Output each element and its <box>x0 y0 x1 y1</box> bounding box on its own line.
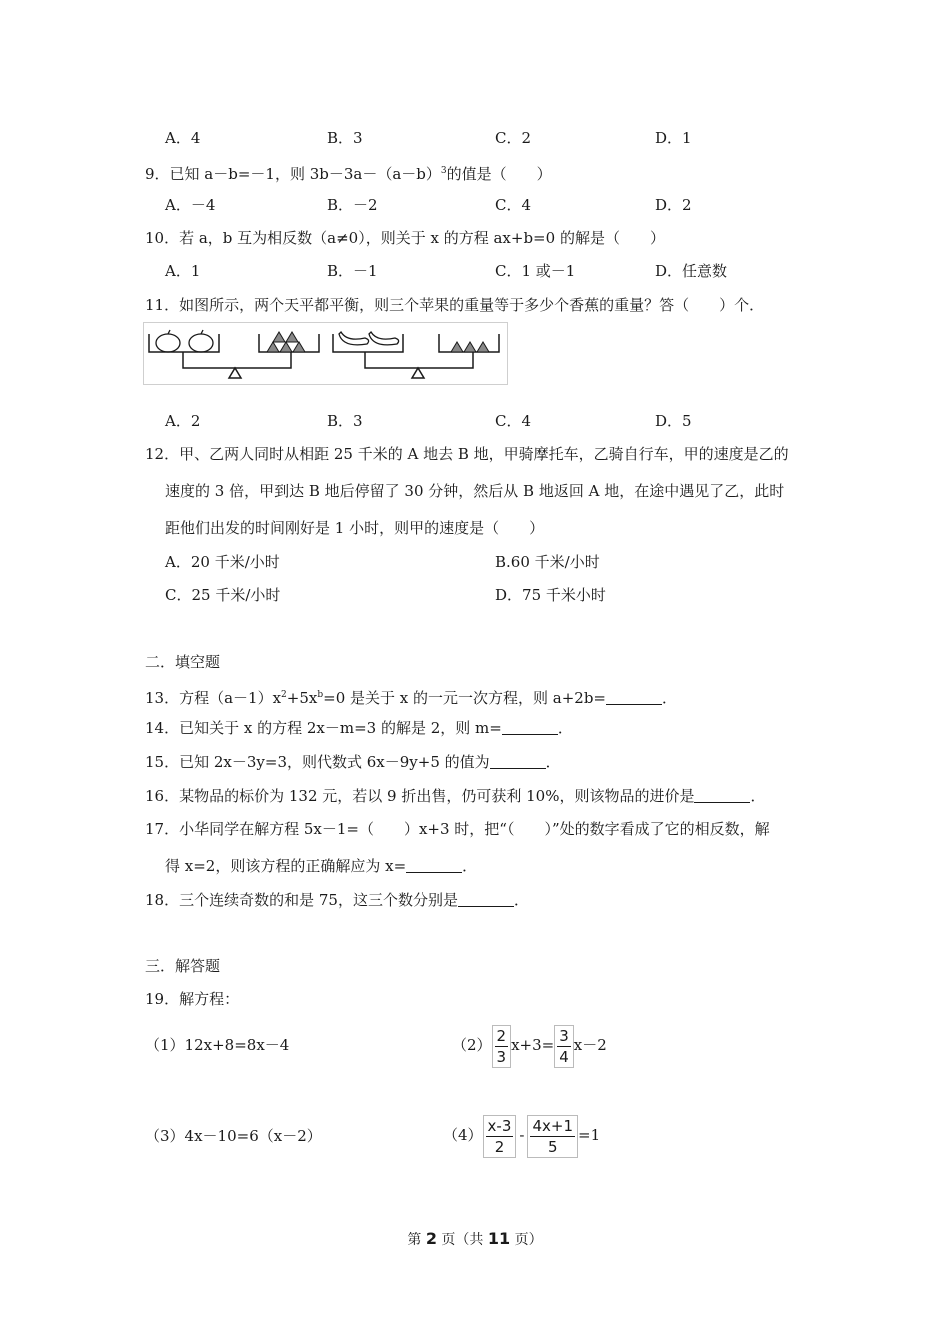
q10-option-a: A．1 <box>165 262 201 280</box>
scale-right <box>333 334 499 378</box>
question-12-line-2: 速度的 3 倍，甲到达 B 地后停留了 30 分钟，然后从 B 地返回 A 地，在途中遇见了乙，此时 <box>165 482 785 500</box>
banana-icon <box>339 332 399 345</box>
total-pages: 11 <box>487 1229 511 1248</box>
answer-blank[interactable] <box>694 788 750 803</box>
q8-option-a: A．4 <box>165 129 201 147</box>
q12-option-d: D．75 千米小时 <box>495 586 606 604</box>
q12-option-b: B.60 千米/小时 <box>495 553 600 571</box>
question-13: 13．方程$(a-1)x^2+5x^b=0$ 是关于 x 的一元一次方程，则 a+2b= ． <box>145 689 678 707</box>
fraction: $\frac{3}{4}$ <box>554 1025 574 1068</box>
triangle-weight-icon <box>451 342 489 352</box>
question-15: 15．已知 2x－3y=3，则代数式 6x－9y+5 的值为 ． <box>145 753 561 771</box>
question-11: 11．如图所示，两个天平都平衡，则三个苹果的重量等于多少个香蕉的重量？答（ ）个． <box>145 296 765 314</box>
q8-option-d: D．1 <box>655 129 692 147</box>
question-16: 16．某物品的标价为 132 元，若以 9 折出售，仍可获利 10%，则该物品的进价是 ． <box>145 787 766 805</box>
answer-blank[interactable] <box>502 720 558 735</box>
q10-option-c: C．1 或－1 <box>495 262 576 280</box>
q10-option-b: B．－1 <box>327 262 378 280</box>
page-number: 2 <box>425 1229 437 1248</box>
q9-option-b: B．－2 <box>327 196 378 214</box>
equation-3: （3）4x－10=6（x－2） <box>145 1127 322 1145</box>
section-heading-solve: 三．解答题 <box>145 957 221 975</box>
q9-option-d: D．2 <box>655 196 692 214</box>
answer-blank[interactable] <box>490 754 546 769</box>
answer-blank[interactable] <box>458 892 514 907</box>
q12-option-a: A．20 千米/小时 <box>165 553 280 571</box>
section-heading-fill-in: 二．填空题 <box>145 653 221 671</box>
fraction: $\frac{2}{3}$ <box>492 1025 512 1068</box>
equation-4: （4） $\frac{x-3}{2}$ - $\frac{4x+1}{5}$ =1 <box>443 1116 601 1156</box>
figure-frame <box>144 323 508 385</box>
q12-option-c: C．25 千米/小时 <box>165 586 281 604</box>
question-17-line-1: 17．小华同学在解方程 5x－1=（ ）x+3 时，把“（ ）”处的数字看成了它的相反数，解 <box>145 820 770 838</box>
apple-icon <box>156 330 213 352</box>
q8-option-b: B．3 <box>327 129 363 147</box>
question-12-line-1: 12．甲、乙两人同时从相距 25 千米的 A 地去 B 地，甲骑摩托车，乙骑自行车，甲的速度是乙的 <box>145 445 789 463</box>
fraction: $\frac{4x+1}{5}$ <box>527 1115 578 1158</box>
q8-option-c: C．2 <box>495 129 532 147</box>
equation-2: （2） $\frac{2}{3}$ x+3= $\frac{3}{4}$ x－2 <box>452 1026 607 1066</box>
q11-option-a: A．2 <box>165 412 201 430</box>
q11-option-c: C．4 <box>495 412 532 430</box>
q11-option-b: B．3 <box>327 412 363 430</box>
question-14: 14．已知关于 x 的方程 2x－m=3 的解是 2，则 m= ． <box>145 719 573 737</box>
question-17-line-2: 得 x=2，则该方程的正确解应为 x= ． <box>165 857 478 875</box>
answer-blank[interactable] <box>606 690 662 705</box>
fraction: $\frac{x-3}{2}$ <box>483 1115 517 1158</box>
question-18: 18．三个连续奇数的和是 75，这三个数分别是 ． <box>145 891 529 909</box>
q9-option-a: A．－4 <box>165 196 216 214</box>
question-10: 10．若 a，b 互为相反数（a≠0），则关于 x 的方程 ax+b=0 的解是（ ） <box>145 229 665 247</box>
balance-scales-figure <box>143 322 509 386</box>
equation-1: （1）12x+8=8x－4 <box>145 1036 290 1054</box>
question-9: 9．已知 a－b=－1，则 $3b-3a-(a-b)^3$的值是（ ） <box>145 165 552 183</box>
answer-blank[interactable] <box>406 858 462 873</box>
q9-option-c: C．4 <box>495 196 532 214</box>
question-12-line-3: 距他们出发的时间刚好是 1 小时，则甲的速度是（ ） <box>165 519 545 537</box>
q11-option-d: D．5 <box>655 412 692 430</box>
question-19-title: 19．解方程： <box>145 990 240 1008</box>
page-footer: 第 2 页（共 11 页） <box>407 1229 543 1248</box>
q10-option-d: D．任意数 <box>655 262 728 280</box>
triangle-weight-icon <box>267 332 305 352</box>
